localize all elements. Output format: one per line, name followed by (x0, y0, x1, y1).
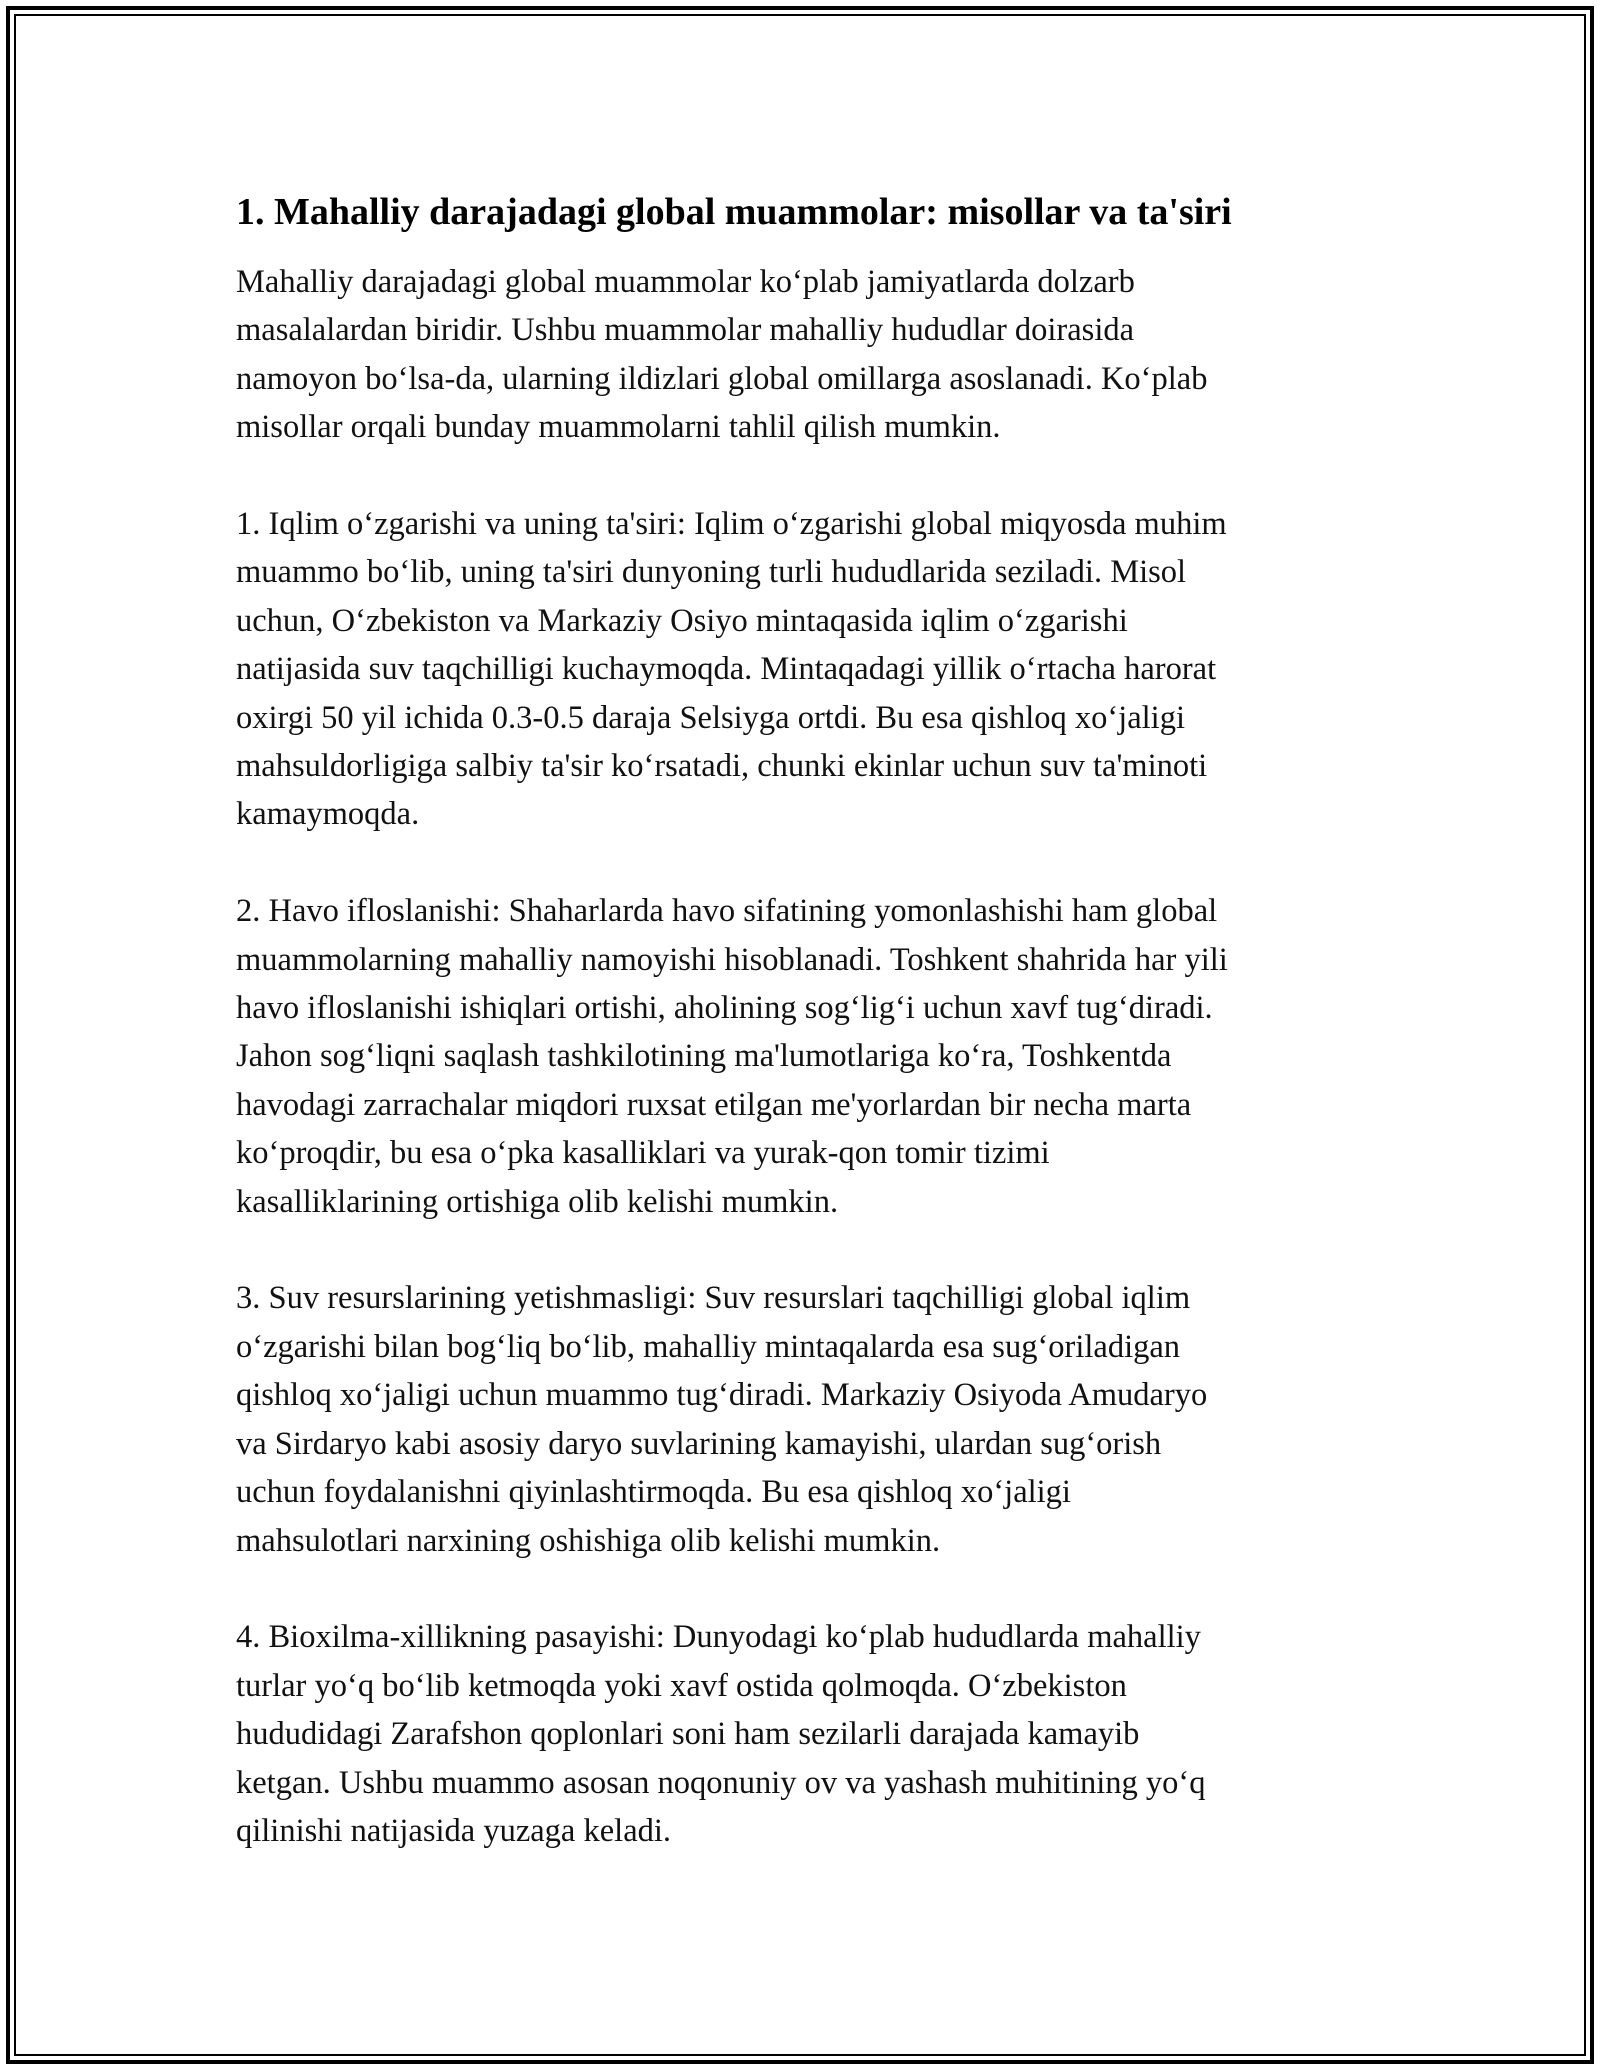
document-title: 1. Mahalliy darajadagi global muammolar: misollar va ta'siri (236, 191, 1232, 233)
paragraph-line: qishloq xo‘jaligi uchun muammo tug‘diradi. Markaziy Osiyoda Amudaryo (236, 1377, 1208, 1414)
paragraph-line: muammo bo‘lib, uning ta'siri dunyoning turli hududlarida seziladi. Misol (236, 554, 1187, 591)
water-shortage-paragraph (236, 1274, 1376, 1564)
paragraph-line: mahsuldorligiga salbiy ta'sir ko‘rsatadi, chunki ekinlar uchun suv ta'minoti (236, 748, 1208, 785)
paragraph-line: havo ifloslanishi ishiqlari ortishi, aholining sog‘lig‘i uchun xavf tug‘diradi. (236, 990, 1213, 1027)
paragraph-line: kamaymoqda. (236, 796, 420, 833)
paragraph-line: mahsulotlari narxining oshishiga olib kelishi mumkin. (236, 1522, 941, 1559)
biodiversity-paragraph (236, 1613, 1376, 1855)
paragraph-line: ko‘proqdir, bu esa o‘pka kasalliklari va yurak-qon tomir tizimi (236, 1135, 1050, 1172)
paragraph-line: o‘zgarishi bilan bog‘liq bo‘lib, mahalliy mintaqalarda esa sug‘oriladigan (236, 1328, 1181, 1365)
paragraph-line: 4. Bioxilma-xillikning pasayishi: Dunyodagi ko‘plab hududlarda mahalliy (236, 1619, 1201, 1656)
paragraph-line: uchun, O‘zbekiston va Markaziy Osiyo mintaqasida iqlim o‘zgarishi (236, 602, 1128, 639)
paragraph-line: kasalliklarining ortishiga olib kelishi mumkin. (236, 1183, 839, 1220)
paragraph-line: ketgan. Ushbu muammo asosan noqonuniy ov va yashash muhitining yo‘q (236, 1764, 1206, 1801)
paragraph-line: uchun foydalanishni qiyinlashtirmoqda. Bu esa qishloq xo‘jaligi (236, 1474, 1071, 1511)
intro-paragraph (236, 258, 1376, 452)
paragraph-line: 1. Iqlim o‘zgarishi va uning ta'siri: Iqlim o‘zgarishi global miqyosda muhim (236, 506, 1227, 543)
paragraph-line: va Sirdaryo kabi asosiy daryo suvlarining kamayishi, ulardan sug‘orish (236, 1425, 1162, 1462)
air-pollution-paragraph (236, 887, 1376, 1226)
paragraph-line: masalalardan biridir. Ushbu muammolar mahalliy hududlar doirasida (236, 312, 1135, 349)
paragraph-line: turlar yo‘q bo‘lib ketmoqda yoki xavf ostida qolmoqda. O‘zbekiston (236, 1667, 1127, 1704)
paragraph-line: namoyon bo‘lsa-da, ularning ildizlari global omillarga asoslanadi. Ko‘plab (236, 360, 1208, 397)
paragraph-line: 2. Havo ifloslanishi: Shaharlarda havo sifatining yomonlashishi ham global (236, 893, 1218, 930)
paragraph-line: Jahon sog‘liqni saqlash tashkilotining ma'lumotlariga ko‘ra, Toshkentda (236, 1038, 1172, 1075)
paragraph-line: qilinishi natijasida yuzaga keladi. (236, 1812, 672, 1849)
paragraph-line: havodagi zarrachalar miqdori ruxsat etilgan me'yorlardan bir necha marta (236, 1086, 1192, 1123)
paragraph-line: 3. Suv resurslarining yetishmasligi: Suv resurslari taqchilligi global iqlim (236, 1280, 1191, 1317)
climate-change-paragraph (236, 500, 1376, 839)
paragraph-line: misollar orqali bunday muammolarni tahlil qilish mumkin. (236, 409, 1001, 446)
document-body (236, 186, 1376, 1904)
paragraph-line: natijasida suv taqchilligi kuchaymoqda. Mintaqadagi yillik o‘rtacha harorat (236, 651, 1217, 688)
paragraph-line: Mahalliy darajadagi global muammolar ko‘plab jamiyatlarda dolzarb (236, 264, 1135, 300)
paragraph-line: hududidagi Zarafshon qoplonlari soni ham sezilarli darajada kamayib (236, 1716, 1140, 1753)
paragraph-line: oxirgi 50 yil ichida 0.3-0.5 daraja Selsiyga ortdi. Bu esa qishloq xo‘jaligi (236, 699, 1185, 736)
paragraph-line: muammolarning mahalliy namoyishi hisoblanadi. Toshkent shahrida har yili (236, 941, 1228, 978)
